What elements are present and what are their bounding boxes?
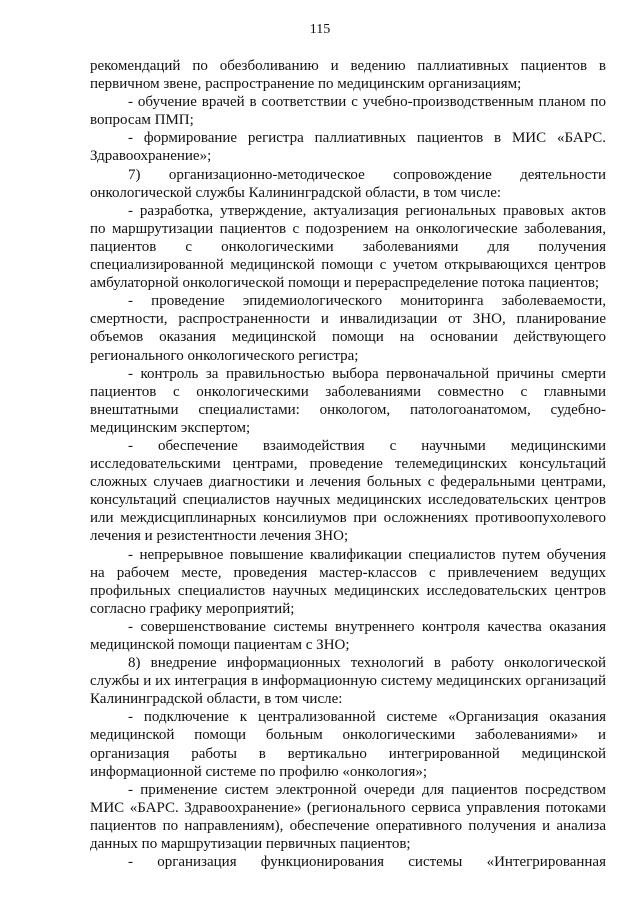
list-item-register: - формирование регистра паллиативных пациентов в МИС «БАРС. Здравоохранение»; (90, 130, 606, 165)
list-item-integrated-system: - организация функционирования системы «Интегрированная (128, 854, 606, 871)
document-body (90, 57, 606, 871)
list-item-routing-acts: - разработка, утверждение, актуализация региональных правовых актов по маршрутизации пациентов с подозрением на онкологические заболевания, пациентов с онкологическими заболеваниями для получения специализированной медицинской помощи с учетом открывающихся центров амбулаторной онкологической помощи и перераспределение потока пациентов; (90, 202, 606, 292)
section-7-heading: 7) организационно-методическое сопровождение деятельности онкологической службы Калининградской области, в том числе: (90, 166, 606, 201)
list-item-training: - обучение врачей в соответствии с учебно-производственным планом по вопросам ПМП; (90, 94, 606, 129)
list-item-death-cause-control: - контроль за правильностью выбора первоначальной причины смерти пациентов с онкологическими заболеваниями совместно с главными внештатными специалистами: онкологом, патологоанатомом, судебно-медицинским экспертом; (90, 365, 606, 436)
list-item-research-centers: - обеспечение взаимодействия с научными медицинскими исследовательскими центрами, проведение телемедицинских консультаций сложных случаев диагностики и лечения больных с федеральными центрами, консультаций специалистов научных медицинских исследовательских центров или междисциплинарных консилиумов при осложнениях противоопухолевого лечения и резистентности лечения ЗНО; (90, 437, 606, 545)
list-item-epidemiology: - проведение эпидемиологического мониторинга заболеваемости, смертности, распространенности и инвалидизации от ЗНО, планирование объемов оказания медицинской помощи на основании действующего регионального онкологического регистра; (90, 293, 606, 364)
list-item-central-system: - подключение к централизованной системе «Организация оказания медицинской помощи больным онкологическими заболеваниями» и организация работы в вертикально интегрированной медицинской информационной системе по профилю «онкология»; (90, 709, 606, 780)
paragraph-continuation: рекомендаций по обезболиванию и ведению паллиативных пациентов в первичном звене, распространение по медицинским организациям; (90, 58, 606, 93)
list-item-quality-control: - совершенствование системы внутреннего контроля качества оказания медицинской помощи пациентам с ЗНО; (90, 618, 606, 653)
list-item-electronic-queue: - применение систем электронной очереди для пациентов посредством МИС «БАРС. Здравоохранение» (регионального сервиса управления потоками пациентов по направлениям), обеспечение оперативного получения и анализа данных по маршрутизации первичных пациентов; (90, 781, 606, 853)
list-item-qualification: - непрерывное повышение квалификации специалистов путем обучения на рабочем месте, проведения мастер-классов с привлечением ведущих профильных специалистов научных медицинских исследовательских центров согласно графику мероприятий; (90, 546, 606, 617)
section-8-heading: 8) внедрение информационных технологий в работу онкологической службы и их интеграция в информационную систему медицинских организаций Калининградской области, в том числе: (90, 655, 606, 708)
page-number: 115 (309, 22, 331, 37)
